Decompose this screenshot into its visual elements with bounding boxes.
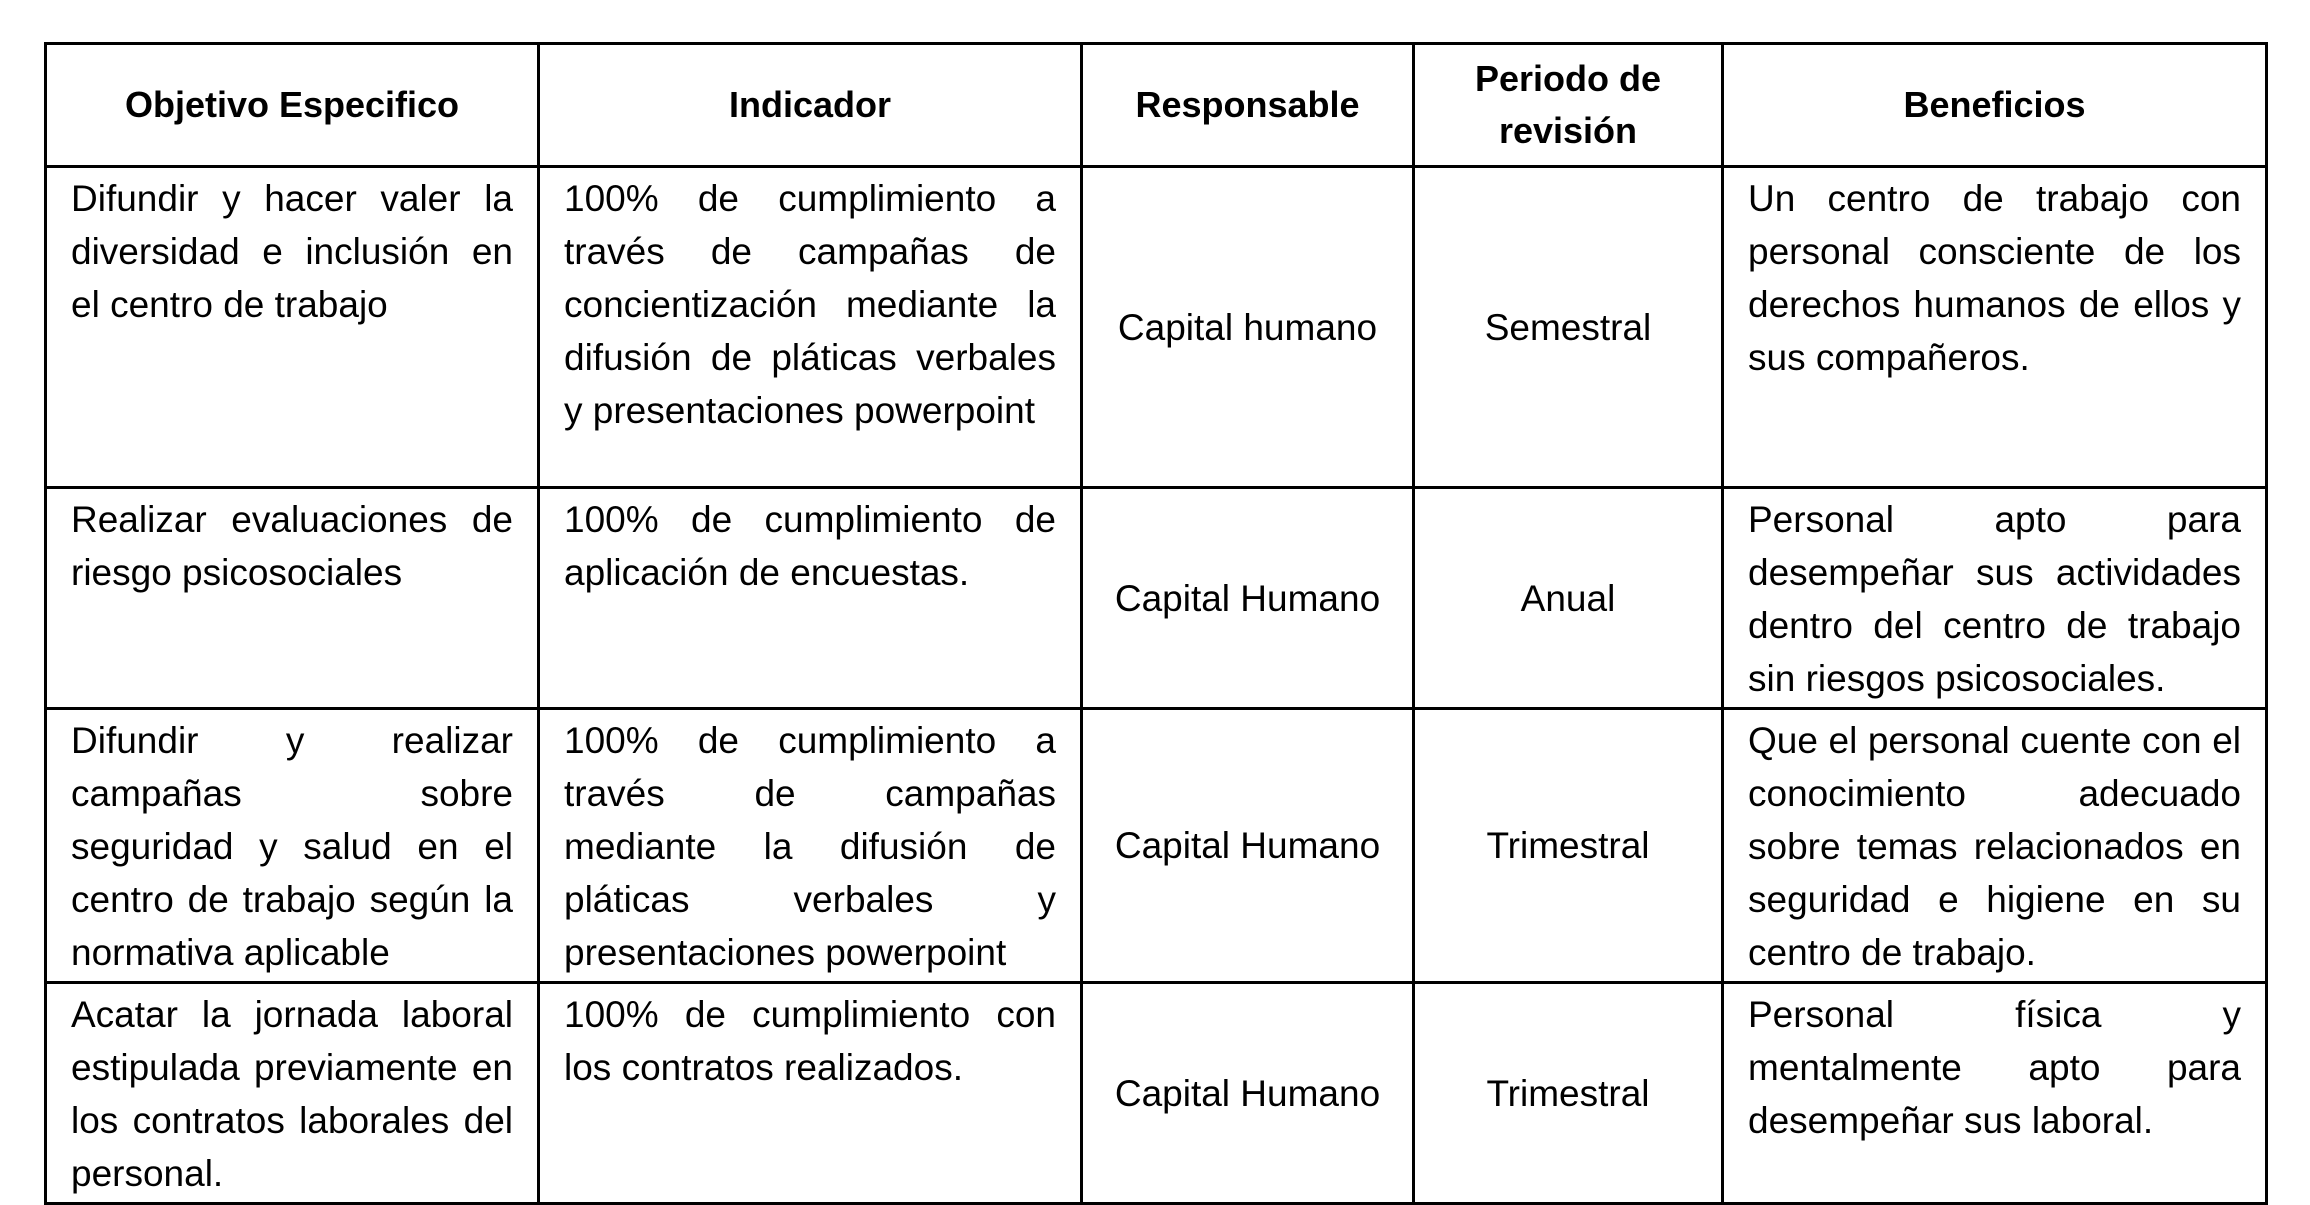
cell-responsable: Capital Humano (1114, 577, 1381, 619)
cell-objetivo: Acatar la jornada laboral estipulada previamente en los contratos laborales del personal. (71, 994, 513, 1194)
header-row (46, 44, 2267, 167)
table-row (46, 983, 2267, 1204)
cell-responsable: Capital humano (1117, 306, 1378, 348)
cell-indicador: 100% de cumplimiento con los contratos realizados. (564, 994, 1056, 1088)
cell-objetivo: Difundir y realizar campañas sobre seguridad y salud en el centro de trabajo según la normativa aplicable (71, 720, 513, 973)
objectives-table (44, 42, 2268, 1205)
cell-responsable: Capital Humano (1114, 1072, 1381, 1114)
header-beneficios: Beneficios (1723, 44, 2267, 167)
table-row (46, 167, 2267, 488)
cell-indicador: 100% de cumplimiento a través de campañas mediante la difusión de pláticas verbales y presentaciones powerpoint (564, 720, 1056, 973)
table-row (46, 709, 2267, 983)
cell-periodo: Semestral (1484, 306, 1652, 348)
cell-objetivo: Difundir y hacer valer la diversidad e inclusión en el centro de trabajo (71, 178, 513, 325)
cell-objetivo: Realizar evaluaciones de riesgo psicosociales (71, 499, 513, 593)
cell-indicador: 100% de cumplimiento a través de campañas de concientización mediante la difusión de pláticas verbales y presentaciones powerpoint (564, 178, 1056, 431)
header-indicador: Indicador (539, 44, 1082, 167)
cell-periodo: Trimestral (1486, 825, 1650, 866)
header-periodo: Periodo de revisión (1414, 44, 1723, 167)
cell-responsable: Capital Humano (1114, 825, 1381, 866)
cell-beneficios: Personal física y mentalmente apto para desempeñar sus laboral. (1748, 994, 2241, 1141)
header-objetivo: Objetivo Especifico (46, 44, 539, 167)
cell-beneficios: Un centro de trabajo con personal consciente de los derechos humanos de ellos y sus compañeros. (1748, 178, 2241, 378)
cell-periodo: Trimestral (1486, 1072, 1650, 1114)
cell-beneficios: Que el personal cuente con el conocimiento adecuado sobre temas relacionados en seguridad e higiene en su centro de trabajo. (1748, 720, 2241, 973)
cell-periodo: Anual (1520, 577, 1616, 619)
header-responsable: Responsable (1082, 44, 1414, 167)
cell-beneficios: Personal apto para desempeñar sus actividades dentro del centro de trabajo sin riesgos psicosociales. (1748, 499, 2241, 699)
table-row (46, 488, 2267, 709)
cell-indicador: 100% de cumplimiento de aplicación de encuestas. (564, 499, 1056, 593)
